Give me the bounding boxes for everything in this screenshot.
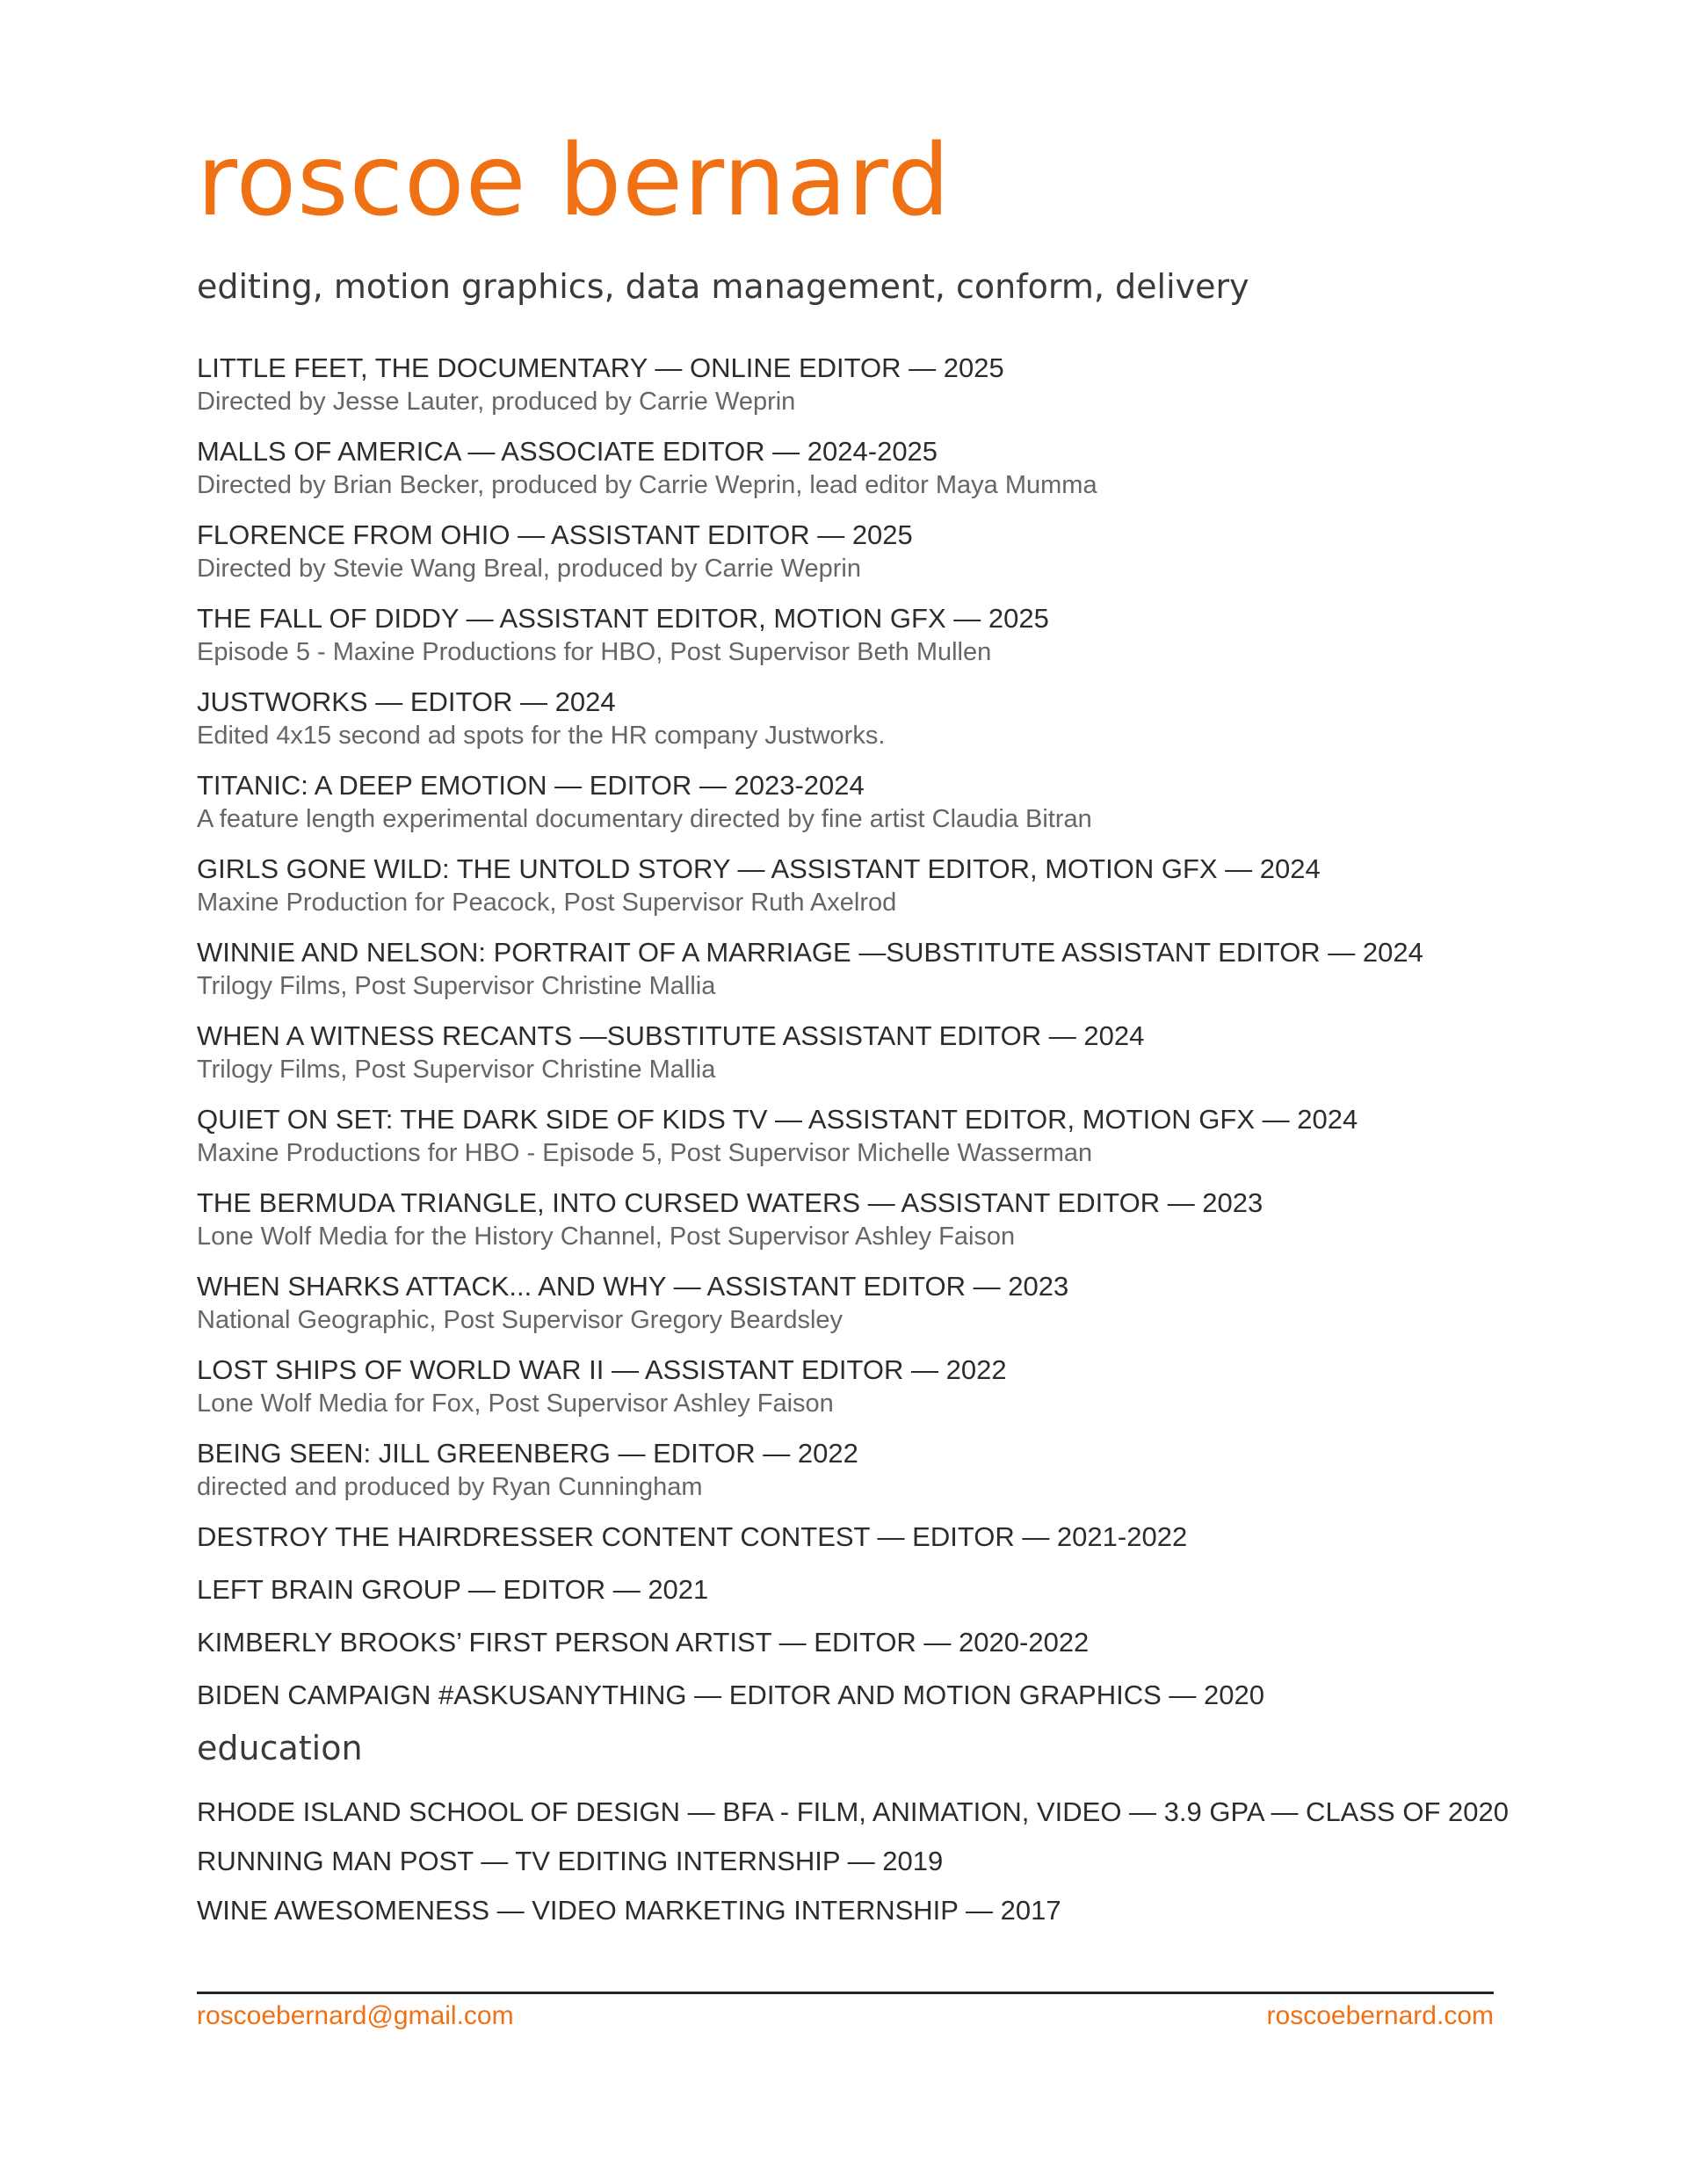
job-description: Trilogy Films, Post Supervisor Christine Mallia: [197, 972, 716, 1000]
education-item: RHODE ISLAND SCHOOL OF DESIGN — BFA - FILM, ANIMATION, VIDEO — 3.9 GPA — CLASS OF 2020: [197, 1796, 1509, 1827]
page-title: roscoe bernard: [197, 124, 951, 238]
experience-list: [197, 352, 1490, 1731]
job-title: WHEN SHARKS ATTACK... AND WHY — ASSISTANT EDITOR — 2023: [197, 1271, 1069, 1302]
education-item: WINE AWESOMENESS — VIDEO MARKETING INTERNSHIP — 2017: [197, 1895, 1061, 1926]
job-description: Trilogy Films, Post Supervisor Christine Mallia: [197, 1056, 716, 1084]
job-entry: [197, 853, 1490, 919]
job-title: THE BERMUDA TRIANGLE, INTO CURSED WATERS — ASSISTANT EDITOR — 2023: [197, 1187, 1263, 1218]
job-description: Maxine Production for Peacock, Post Supervisor Ruth Axelrod: [197, 889, 897, 917]
job-title: THE FALL OF DIDDY — ASSISTANT EDITOR, MOTION GFX — 2025: [197, 603, 1049, 634]
job-entry: [197, 1353, 1490, 1420]
job-title: BEING SEEN: JILL GREENBERG — EDITOR — 2022: [197, 1438, 858, 1469]
job-title: KIMBERLY BROOKS’ FIRST PERSON ARTIST — EDITOR — 2020-2022: [197, 1627, 1090, 1658]
job-entry: [197, 1186, 1490, 1253]
job-entry: [197, 352, 1490, 418]
job-title: WHEN A WITNESS RECANTS —SUBSTITUTE ASSISTANT EDITOR — 2024: [197, 1020, 1145, 1051]
website-link[interactable]: roscoebernard.com: [1266, 2001, 1494, 2030]
job-title: LEFT BRAIN GROUP — EDITOR — 2021: [197, 1574, 709, 1605]
job-title: QUIET ON SET: THE DARK SIDE OF KIDS TV — ASSISTANT EDITOR, MOTION GFX — 2024: [197, 1104, 1358, 1135]
job-description: directed and produced by Ryan Cunningham: [197, 1473, 703, 1501]
job-description: A feature length experimental documentary directed by fine artist Claudia Bitran: [197, 805, 1092, 833]
job-title: MALLS OF AMERICA — ASSOCIATE EDITOR — 2024-2025: [197, 436, 938, 467]
job-description: Directed by Brian Becker, produced by Carrie Weprin, lead editor Maya Mumma: [197, 471, 1097, 499]
job-entry: [197, 1679, 1490, 1712]
email-link[interactable]: roscoebernard@gmail.com: [197, 2001, 514, 2030]
job-entry: [197, 1019, 1490, 1086]
job-description: Lone Wolf Media for the History Channel, Post Supervisor Ashley Faison: [197, 1223, 1016, 1251]
job-description: Lone Wolf Media for Fox, Post Supervisor Ashley Faison: [197, 1389, 834, 1418]
job-entry: [197, 1520, 1490, 1554]
job-title: GIRLS GONE WILD: THE UNTOLD STORY — ASSISTANT EDITOR, MOTION GFX — 2024: [197, 853, 1321, 884]
job-title: BIDEN CAMPAIGN #ASKUSANYTHING — EDITOR AND MOTION GRAPHICS — 2020: [197, 1680, 1264, 1710]
job-entry: [197, 1103, 1490, 1170]
job-title: LITTLE FEET, THE DOCUMENTARY — ONLINE EDITOR — 2025: [197, 352, 1004, 383]
job-entry: [197, 769, 1490, 836]
job-description: Directed by Jesse Lauter, produced by Carrie Weprin: [197, 388, 796, 416]
job-entry: [197, 936, 1490, 1003]
job-description: Maxine Productions for HBO - Episode 5, Post Supervisor Michelle Wasserman: [197, 1139, 1093, 1167]
job-entry: [197, 1437, 1490, 1504]
job-title: FLORENCE FROM OHIO — ASSISTANT EDITOR — 2025: [197, 519, 913, 550]
job-title: LOST SHIPS OF WORLD WAR II — ASSISTANT EDITOR — 2022: [197, 1354, 1007, 1385]
job-entry: [197, 435, 1490, 502]
job-description: Episode 5 - Maxine Productions for HBO, Post Supervisor Beth Mullen: [197, 638, 992, 666]
job-entry: [197, 686, 1490, 752]
job-entry: [197, 602, 1490, 669]
job-entry: [197, 1270, 1490, 1337]
job-entry: [197, 1573, 1490, 1607]
job-description: Directed by Stevie Wang Breal, produced by Carrie Weprin: [197, 555, 861, 583]
job-title: JUSTWORKS — EDITOR — 2024: [197, 686, 616, 717]
job-entry: [197, 1626, 1490, 1659]
tagline: editing, motion graphics, data management, conform, delivery: [197, 267, 1249, 306]
footer-divider: [197, 1992, 1494, 1994]
education-heading: education: [197, 1729, 363, 1767]
education-list: [197, 1796, 1509, 1943]
job-title: WINNIE AND NELSON: PORTRAIT OF A MARRIAGE —SUBSTITUTE ASSISTANT EDITOR — 2024: [197, 937, 1423, 968]
job-description: Edited 4x15 second ad spots for the HR company Justworks.: [197, 722, 886, 750]
job-title: DESTROY THE HAIRDRESSER CONTENT CONTEST — EDITOR — 2021-2022: [197, 1521, 1188, 1552]
job-title: TITANIC: A DEEP EMOTION — EDITOR — 2023-2024: [197, 770, 865, 801]
job-description: National Geographic, Post Supervisor Gregory Beardsley: [197, 1306, 844, 1334]
job-entry: [197, 519, 1490, 585]
education-item: RUNNING MAN POST — TV EDITING INTERNSHIP — 2019: [197, 1846, 944, 1876]
